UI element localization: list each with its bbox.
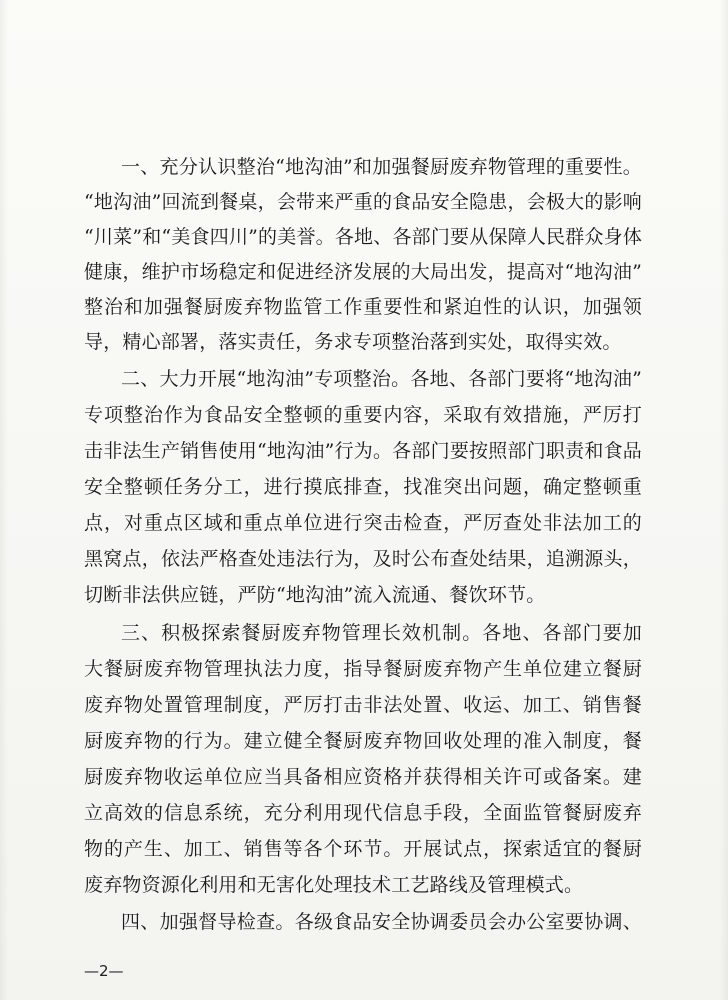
scan-edge-right	[720, 0, 728, 1000]
paragraph-2-line-7: 切断非法供应链，严防“地沟油”流入流通、餐饮环节。	[84, 584, 546, 606]
paragraph-2-line-2: 专项整治作为食品安全整顿的重要内容，采取有效措施，严厉打	[84, 404, 642, 426]
paragraph-3-line-5: 厨废弃物收运单位应当具备相应资格并获得相关许可或备案。建	[84, 766, 642, 788]
paragraph-3-line-4: 厨废弃物的行为。建立健全餐厨废弃物回收处理的准入制度，餐	[84, 730, 642, 752]
paragraph-3-line-6: 立高效的信息系统，充分利用现代信息手段，全面监管餐厨废弃	[84, 802, 642, 824]
paragraph-1-line-6: 导，精心部署，落实责任，务求专项整治落到实处，取得实效。	[84, 331, 622, 353]
paragraph-3-line-1: 三、积极探索餐厨废弃物管理长效机制。各地、各部门要加	[121, 622, 642, 644]
paragraph-2-line-3: 击非法生产销售使用“地沟油”行为。各部门要按照部门职责和食品	[84, 440, 642, 462]
paragraph-2-line-6: 黑窝点，依法严格查处违法行为，及时公布查处结果，追溯源头，	[84, 548, 642, 570]
page-number: —2—	[84, 962, 124, 980]
paragraph-1-line-1: 一、充分认识整治“地沟油”和加强餐厨废弃物管理的重要性。	[121, 156, 642, 178]
paragraph-3-line-2: 大餐厨废弃物管理执法力度，指导餐厨废弃物产生单位建立餐厨	[84, 658, 642, 680]
paragraph-1-line-4: 健康，维护市场稳定和促进经济发展的大局出发，提高对“地沟油”	[84, 261, 642, 283]
paragraph-2-line-5: 点，对重点区域和重点单位进行突击检查，严厉查处非法加工的	[84, 512, 642, 534]
paragraph-2-line-4: 安全整顿任务分工，进行摸底排查，找准突出问题，确定整顿重	[84, 476, 642, 498]
paragraph-2-line-1: 二、大力开展“地沟油”专项整治。各地、各部门要将“地沟油”	[121, 368, 642, 390]
paragraph-3-line-3: 废弃物处置管理制度，严厉打击非法处置、收运、加工、销售餐	[84, 694, 642, 716]
scan-edge-left	[0, 0, 8, 1000]
paragraph-1-line-5: 整治和加强餐厨废弃物监管工作重要性和紧迫性的认识，加强领	[84, 296, 642, 318]
paragraph-3-line-8: 废弃物资源化利用和无害化处理技术工艺路线及管理模式。	[84, 874, 584, 896]
paragraph-1-line-2: “地沟油”回流到餐桌，会带来严重的食品安全隐患，会极大的影响	[84, 191, 642, 213]
paragraph-3-line-7: 物的产生、加工、销售等各个环节。开展试点，探索适宜的餐厨	[84, 838, 642, 860]
paragraph-4-line-1: 四、加强督导检查。各级食品安全协调委员会办公室要协调、	[121, 911, 642, 933]
paragraph-1-line-3: “川菜”和“美食四川”的美誉。各地、各部门要从保障人民群众身体	[84, 226, 643, 248]
